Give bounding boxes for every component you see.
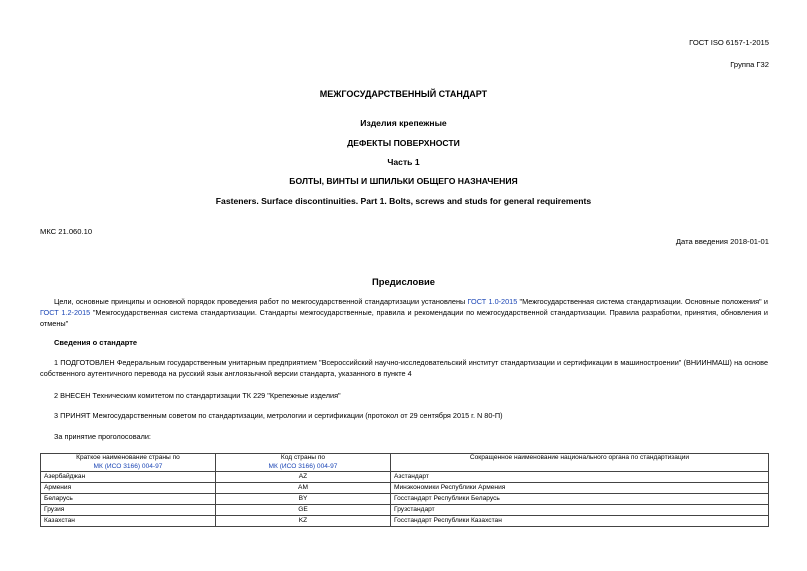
- body-cell: Грузстандарт: [391, 505, 769, 516]
- body-cell: Госстандарт Республики Казахстан: [391, 516, 769, 527]
- code-cell: BY: [216, 494, 391, 505]
- foreword-heading: Предисловие: [372, 276, 435, 287]
- paragraph-text: "Межгосударственная система стандартизации. Стандарты межгосударственные, правила и рекомендации по межгосударственной стандартизации. Правила разработки, принятия, обновления и отмены": [40, 308, 768, 328]
- country-cell: Казахстан: [41, 516, 216, 527]
- column-header-code: [216, 454, 391, 472]
- country-cell: Беларусь: [41, 494, 216, 505]
- header-text: Краткое наименование страны по: [76, 454, 180, 461]
- column-header-country: [41, 454, 216, 472]
- code-cell: AZ: [216, 472, 391, 483]
- table-row: [41, 505, 769, 516]
- mk-iso-3166-link[interactable]: МК (ИСО 3166) 004-97: [268, 462, 338, 470]
- country-cell: Грузия: [41, 505, 216, 516]
- body-cell: Азстандарт: [391, 472, 769, 483]
- body-cell: Минэкономики Республики Армения: [391, 483, 769, 494]
- body-cell: Госстандарт Республики Беларусь: [391, 494, 769, 505]
- voted-for-label: За принятие проголосовали:: [54, 432, 151, 441]
- country-cell: Армения: [41, 483, 216, 494]
- gost-1-0-link[interactable]: ГОСТ 1.0-2015: [467, 297, 518, 306]
- introduction-date: Дата введения 2018-01-01: [675, 237, 769, 246]
- table-header-row: [41, 454, 769, 472]
- item-2-submitted: 2 ВНЕСЕН Техническим комитетом по стандартизации ТК 229 "Крепежные изделия": [54, 391, 341, 400]
- table-row: [41, 516, 769, 527]
- countries-table: [40, 453, 769, 527]
- title-line-3: Часть 1: [387, 157, 420, 167]
- table-row: [41, 472, 769, 483]
- title-line-4: БОЛТЫ, ВИНТЫ И ШПИЛЬКИ ОБЩЕГО НАЗНАЧЕНИЯ: [289, 176, 518, 186]
- header-text: Код страны по: [280, 454, 326, 461]
- title-line-2: ДЕФЕКТЫ ПОВЕРХНОСТИ: [347, 138, 460, 148]
- code-cell: GE: [216, 505, 391, 516]
- country-cell: Азербайджан: [41, 472, 216, 483]
- column-header-body: [391, 454, 769, 472]
- table-row: [41, 494, 769, 505]
- code-cell: KZ: [216, 516, 391, 527]
- table-row: [41, 483, 769, 494]
- group-code: Группа Г32: [730, 60, 769, 69]
- standard-type-title: МЕЖГОСУДАРСТВЕННЫЙ СТАНДАРТ: [319, 89, 488, 99]
- mks-code: МКС 21.060.10: [40, 227, 93, 236]
- document-number: ГОСТ ISO 6157-1-2015: [689, 38, 769, 47]
- item-3-adopted: 3 ПРИНЯТ Межгосударственным советом по стандартизации, метрологии и сертификации (протокол от 29 сентября 2015 г. N 80-П): [54, 411, 503, 420]
- title-line-1: Изделия крепежные: [360, 118, 447, 128]
- paragraph-text: Цели, основные принципы и основной порядок проведения работ по межгосударственной стандартизации установлены: [54, 297, 468, 306]
- foreword-paragraph: [40, 296, 768, 329]
- gost-1-2-link[interactable]: ГОСТ 1.2-2015: [40, 308, 91, 317]
- item-1-prepared: 1 ПОДГОТОВЛЕН Федеральным государственным унитарным предприятием "Всероссийский научно-исследовательский институт стандартизации и сертификации в машиностроении" (ВНИИНМАШ) на основе собственного аутентичного перевода на русский язык англоязычной версии стандарта, указанного в пункте 4: [40, 358, 768, 378]
- english-title: Fasteners. Surface discontinuities. Part 1. Bolts, screws and studs for general requirements: [215, 196, 592, 206]
- header-text: Сокращенное наименование национального органа по стандартизации: [469, 454, 690, 461]
- standard-info-heading: Сведения о стандарте: [54, 338, 138, 347]
- paragraph-text: "Межгосударственная система стандартизации. Основные положения" и: [517, 297, 768, 306]
- mk-iso-3166-link[interactable]: МК (ИСО 3166) 004-97: [93, 462, 163, 470]
- code-cell: AM: [216, 483, 391, 494]
